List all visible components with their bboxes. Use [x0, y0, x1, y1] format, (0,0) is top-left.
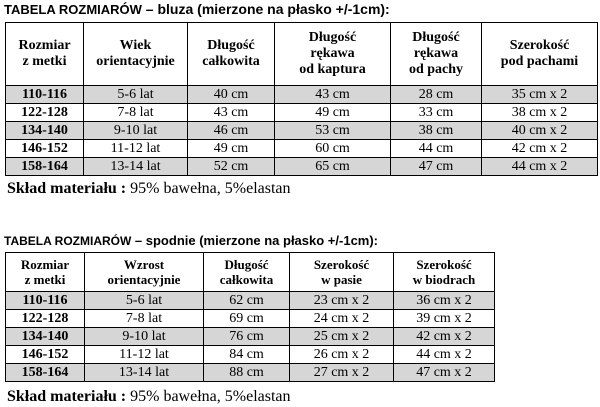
- table-cell: 35 cm x 2: [482, 86, 598, 104]
- table-cell: 110-116: [6, 292, 85, 310]
- pants-material-note: [7, 388, 291, 406]
- header-size: Rozmiar z metki: [6, 23, 84, 86]
- material-label: Skład materiału :: [7, 180, 127, 197]
- table-cell: 49 cm: [188, 140, 275, 158]
- table-cell: 60 cm: [275, 140, 391, 158]
- hoodie-size-table-title: [4, 1, 390, 19]
- table-row: [6, 86, 598, 104]
- table-cell: 69 cm: [204, 310, 290, 328]
- table-cell: 23 cm x 2: [290, 292, 394, 310]
- table-cell: 46 cm: [188, 122, 275, 140]
- table-cell: 44 cm x 2: [482, 158, 598, 176]
- table-row: [6, 364, 495, 382]
- table-cell: 158-164: [6, 158, 84, 176]
- table-cell: 44 cm x 2: [394, 346, 495, 364]
- table-cell: 28 cm: [391, 86, 482, 104]
- table-cell: 7-8 lat: [84, 104, 188, 122]
- table-cell: 11-12 lat: [84, 140, 188, 158]
- title-rest: – spodnie (mierzone na płasko +/-1cm):: [131, 233, 379, 248]
- table-row: [6, 104, 598, 122]
- table-cell: 5-6 lat: [84, 86, 188, 104]
- title-caps: TABELA ROZMIARÓW: [4, 234, 132, 248]
- table-cell: 43 cm: [188, 104, 275, 122]
- table-row: [6, 328, 495, 346]
- table-row: [6, 292, 495, 310]
- table-cell: 42 cm x 2: [482, 140, 598, 158]
- table-cell: 53 cm: [275, 122, 391, 140]
- table-cell: 38 cm x 2: [482, 104, 598, 122]
- header-chest-width: Szerokość pod pachami: [482, 23, 598, 86]
- table-cell: 42 cm x 2: [394, 328, 495, 346]
- table-cell: 88 cm: [204, 364, 290, 382]
- header-total-length: Długość całkowita: [204, 253, 290, 292]
- header-waist-width: Szerokość w pasie: [290, 253, 394, 292]
- header-sleeve-from-hood: Długość rękawa od kaptura: [275, 23, 391, 86]
- table-cell: 43 cm: [275, 86, 391, 104]
- title-caps: TABELA ROZMIARÓW: [4, 2, 142, 17]
- table-cell: 110-116: [6, 86, 84, 104]
- header-sleeve-from-armpit: Długość rękawa od pachy: [391, 23, 482, 86]
- table-cell: 49 cm: [275, 104, 391, 122]
- table-cell: 76 cm: [204, 328, 290, 346]
- table-cell: 25 cm x 2: [290, 328, 394, 346]
- table-row: [6, 346, 495, 364]
- table-cell: 146-152: [6, 346, 85, 364]
- header-size: Rozmiar z metki: [6, 253, 85, 292]
- table-cell: 40 cm x 2: [482, 122, 598, 140]
- table-cell: 158-164: [6, 364, 85, 382]
- table-cell: 13-14 lat: [84, 158, 188, 176]
- table-row: [6, 310, 495, 328]
- table-cell: 11-12 lat: [85, 346, 204, 364]
- table-cell: 27 cm x 2: [290, 364, 394, 382]
- hoodie-size-table: [5, 22, 598, 176]
- table-cell: 40 cm: [188, 86, 275, 104]
- table-cell: 134-140: [6, 122, 84, 140]
- header-height: Wzrost orientacyjnie: [85, 253, 204, 292]
- table-cell: 33 cm: [391, 104, 482, 122]
- table-cell: 47 cm x 2: [394, 364, 495, 382]
- table-cell: 7-8 lat: [85, 310, 204, 328]
- table-header-row: [6, 23, 598, 86]
- table-cell: 84 cm: [204, 346, 290, 364]
- table-cell: 36 cm x 2: [394, 292, 495, 310]
- table-cell: 13-14 lat: [85, 364, 204, 382]
- table-header-row: [6, 253, 495, 292]
- table-cell: 62 cm: [204, 292, 290, 310]
- table-row: [6, 140, 598, 158]
- material-value: 95% bawełna, 5%elastan: [126, 388, 291, 405]
- table-cell: 146-152: [6, 140, 84, 158]
- title-rest: – bluza (mierzone na płasko +/-1cm):: [141, 1, 390, 17]
- table-cell: 134-140: [6, 328, 85, 346]
- table-cell: 9-10 lat: [85, 328, 204, 346]
- table-cell: 38 cm: [391, 122, 482, 140]
- table-cell: 52 cm: [188, 158, 275, 176]
- table-cell: 122-128: [6, 104, 84, 122]
- table-cell: 9-10 lat: [84, 122, 188, 140]
- header-hip-width: Szerokość w biodrach: [394, 253, 495, 292]
- table-row: [6, 158, 598, 176]
- table-cell: 122-128: [6, 310, 85, 328]
- table-row: [6, 122, 598, 140]
- material-label: Skład materiału :: [7, 388, 127, 405]
- table-cell: 24 cm x 2: [290, 310, 394, 328]
- table-cell: 44 cm: [391, 140, 482, 158]
- table-cell: 65 cm: [275, 158, 391, 176]
- material-value: 95% bawełna, 5%elastan: [126, 180, 291, 197]
- header-total-length: Długość całkowita: [188, 23, 275, 86]
- table-cell: 5-6 lat: [85, 292, 204, 310]
- table-cell: 47 cm: [391, 158, 482, 176]
- hoodie-material-note: [7, 180, 291, 198]
- pants-size-table-title: [4, 232, 378, 250]
- table-cell: 26 cm x 2: [290, 346, 394, 364]
- pants-size-table: [5, 252, 495, 382]
- header-age: Wiek orientacyjnie: [84, 23, 188, 86]
- table-cell: 39 cm x 2: [394, 310, 495, 328]
